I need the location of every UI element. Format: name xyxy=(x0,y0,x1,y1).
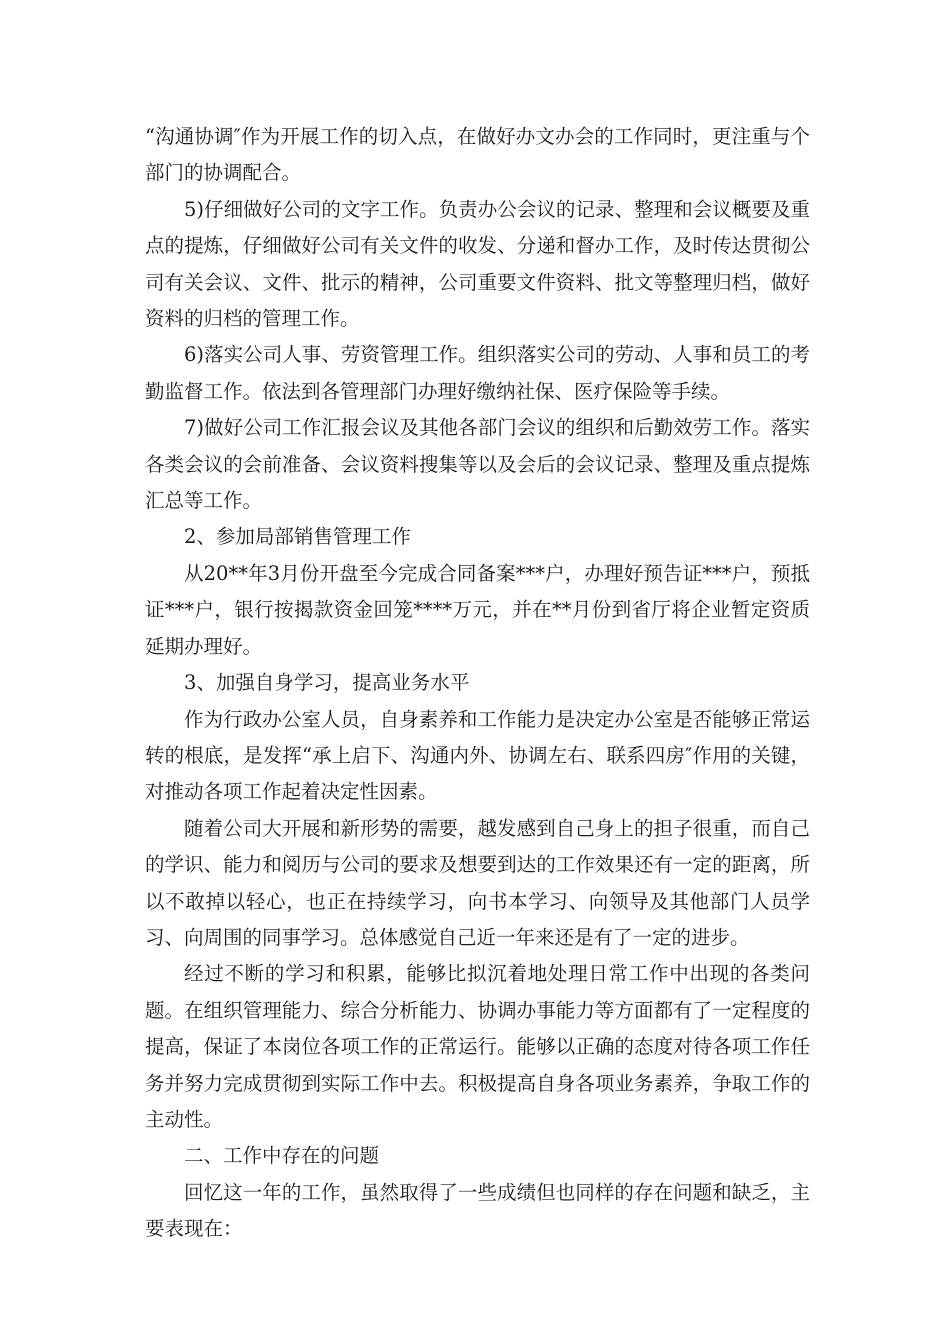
section-heading-problems: 二、工作中存在的问题 xyxy=(184,1144,380,1168)
document-body xyxy=(145,119,810,1248)
paragraph-10: 经过不断的学习和积累，能够比拟沉着地处理日常工作中出现的各类问题。在组织管理能力、综合分析能力、协调办事能力等方面都有了一定程度的提高，保证了本岗位各项工作的正常运行。能够以正确的态度对待各项工作任务并努力完成贯彻到实际工作中去。积极提高自身各项业务素养，争取工作的主动性。 xyxy=(145,962,810,1131)
paragraph-8: 作为行政办公室人员，自身素养和工作能力是决定办公室是否能够正常运转的根底，是发挥“承上启下、沟通内外、协调左右、联系四房″作用的关键，对推动各项工作起着决定性因素。 xyxy=(145,707,810,804)
paragraph-12: 回忆这一年的工作，虽然取得了一些成绩但也同样的存在问题和缺乏，主要表现在： xyxy=(145,1180,810,1241)
paragraph-9: 随着公司大开展和新形势的需要，越发感到自己身上的担子很重，而自己的学识、能力和阅历与公司的要求及想要到达的工作效果还有一定的距离，所以不敢掉以轻心，也正在持续学习，向书本学习、向领导及其他部门人员学习、向周围的同事学习。总体感觉自己近一年来还是有了一定的进步。 xyxy=(145,816,810,949)
paragraph-2: 5)仔细做好公司的文字工作。负责办公会议的记录、整理和会议概要及重点的提炼，仔细做好公司有关文件的收发、分递和督办工作，及时传达贯彻公司有关会议、文件、批示的精神，公司重要文件资料、批文等整理归档，做好资料的归档的管理工作。 xyxy=(145,197,810,331)
section-heading-learning: 3、加强自身学习，提高业务水平 xyxy=(184,671,470,695)
paragraph-6: 从20**年3月份开盘至今完成合同备案***户，办理好预告证***户，预抵证***户，银行按揭款资金回笼****万元，并在**月份到省厅将企业暂定资质延期办理好。 xyxy=(145,561,810,658)
paragraph-1: “沟通协调″作为开展工作的切入点，在做好办文办会的工作同时，更注重与个部门的协调配合。 xyxy=(145,125,810,185)
section-heading-sales: 2、参加局部销售管理工作 xyxy=(184,525,411,549)
paragraph-4: 7)做好公司工作汇报会议及其他各部门会议的组织和后勤效劳工作。落实各类会议的会前准备、会议资料搜集等以及会后的会议记录、整理及重点提炼汇总等工作。 xyxy=(145,416,810,513)
paragraph-3: 6)落实公司人事、劳资管理工作。组织落实公司的劳动、人事和员工的考勤监督工作。依法到各管理部门办理好缴纳社保、医疗保险等手续。 xyxy=(145,343,810,403)
